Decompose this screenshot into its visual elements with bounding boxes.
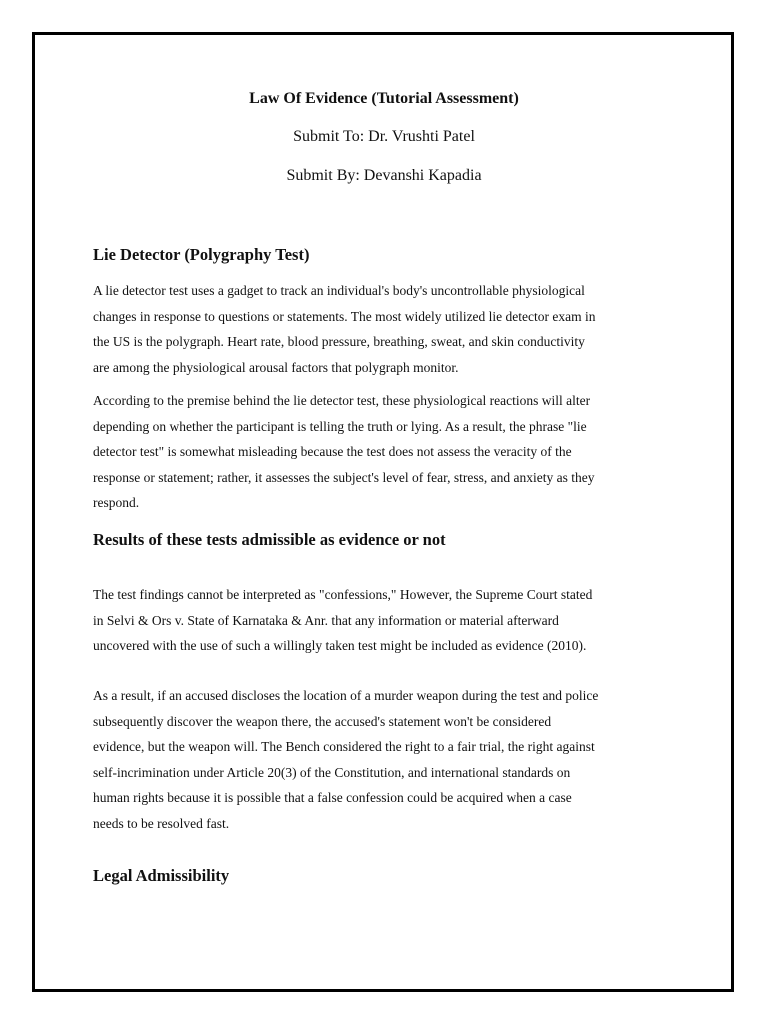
paragraph-line: response or statement; rather, it assesses the subject's level of fear, stress, and anxiety as they xyxy=(93,469,595,485)
paragraph-line: the US is the polygraph. Heart rate, blood pressure, breathing, sweat, and skin conductivity xyxy=(93,334,585,349)
paragraph-line: are among the physiological arousal factors that polygraph monitor. xyxy=(93,359,459,375)
section-heading-lie-detector: Lie Detector (Polygraphy Test) xyxy=(93,245,310,264)
paragraph-line: self-incrimination under Article 20(3) of the Constitution, and international standards on xyxy=(93,764,571,780)
paragraph-lie-detector-intro xyxy=(93,278,693,380)
section-heading-legal-admissibility: Legal Admissibility xyxy=(93,866,230,885)
paragraph-confessions xyxy=(93,582,693,659)
section-heading-admissibility-results: Results of these tests admissible as evidence or not xyxy=(93,530,446,549)
paragraph-line: According to the premise behind the lie detector test, these physiological reactions will alter xyxy=(93,393,591,408)
paragraph-line: The test findings cannot be interpreted as "confessions," However, the Supreme Court stated xyxy=(93,587,593,602)
paragraph-line: depending on whether the participant is telling the truth or lying. As a result, the phrase "lie xyxy=(93,418,587,434)
paragraph-line: evidence, but the weapon will. The Bench considered the right to a fair trial, the right against xyxy=(93,739,595,754)
paragraph-line: human rights because it is possible that a false confession could be acquired when a case xyxy=(93,790,572,805)
paragraph-line: needs to be resolved fast. xyxy=(93,815,230,831)
submit-by-line: Submit By: Devanshi Kapadia xyxy=(286,167,482,184)
paragraph-line: in Selvi & Ors v. State of Karnataka & Anr. that any information or material afterward xyxy=(93,612,559,628)
paragraph-line: respond. xyxy=(93,495,140,510)
paragraph-murder-weapon xyxy=(93,683,693,836)
paragraph-line: subsequently discover the weapon there, the accused's statement won't be considered xyxy=(93,713,552,729)
paragraph-line: detector test" is somewhat misleading because the test does not assess the veracity of the xyxy=(93,444,572,459)
paragraph-line: A lie detector test uses a gadget to track an individual's body's uncontrollable physiological xyxy=(93,283,585,298)
paragraph-line: changes in response to questions or statements. The most widely utilized lie detector exam in xyxy=(93,308,596,324)
paragraph-lie-detector-premise xyxy=(93,388,693,516)
document-title: Law Of Evidence (Tutorial Assessment) xyxy=(249,90,519,107)
paragraph-line: As a result, if an accused discloses the location of a murder weapon during the test and police xyxy=(93,688,599,703)
paragraph-line: uncovered with the use of such a willingly taken test might be included as evidence (2010). xyxy=(93,638,587,653)
submit-to-line: Submit To: Dr. Vrushti Patel xyxy=(293,128,475,145)
